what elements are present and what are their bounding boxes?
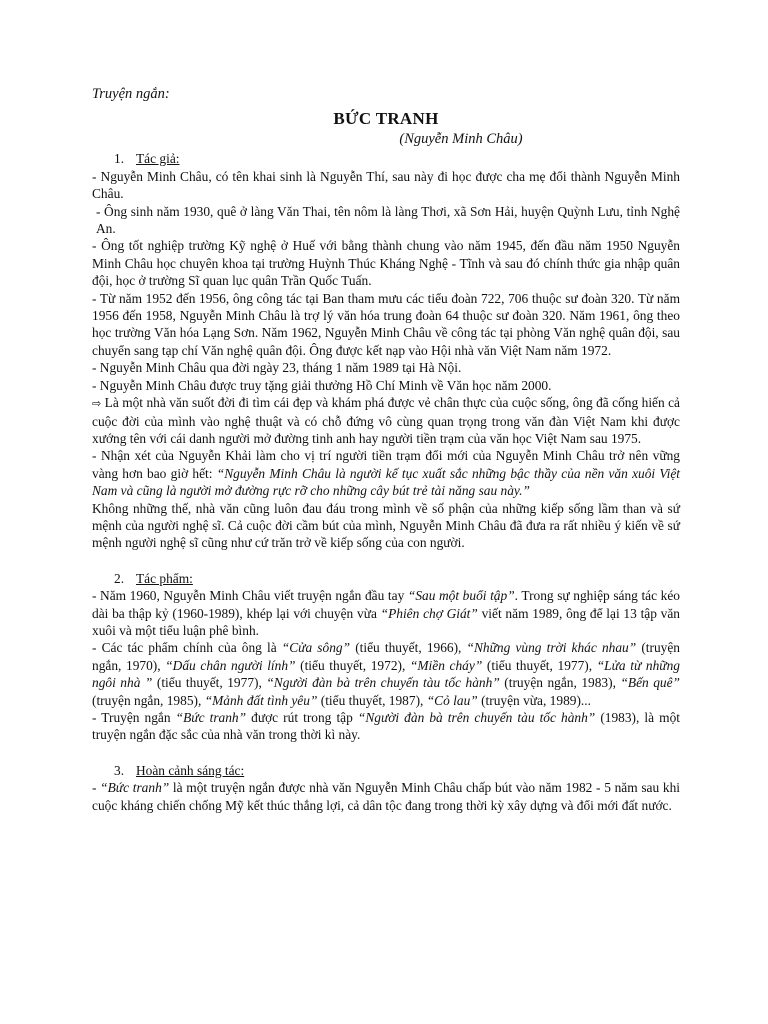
work-title: “Dấu chân người lính”: [165, 657, 296, 673]
paragraph: - Ông sinh năm 1930, quê ở làng Văn Thai, tên nôm là làng Thơi, xã Sơn Hải, huyện Quỳnh Lưu, tỉnh Nghệ An.: [96, 203, 680, 237]
section-number: 2.: [114, 570, 125, 586]
paragraph-text: (truyện ngắn, 1970),: [92, 640, 680, 673]
paragraph-text: (truyện ngắn, 1985),: [92, 692, 205, 708]
quote-text: “Nguyễn Minh Châu là người kế tục xuất sắc những bậc thầy của nền văn xuôi Việt Nam và cũng là người mở đường rực rỡ cho những cây bút trẻ tài năng sau này.”: [92, 465, 680, 499]
section-label: Hoàn cảnh sáng tác:: [136, 762, 245, 778]
paragraph-text: (tiểu thuyết, 1966),: [350, 640, 467, 656]
work-title: “Cửa sông”: [281, 640, 351, 656]
paragraph: Không những thế, nhà văn cũng luôn đau đáu trong mình về số phận của những kiếp sống lầm than và sứ mệnh của người nghệ sĩ. Cả cuộc đời cầm bút của mình, Nguyễn Minh Châu đã đưa ra rất nhiều ý kiến về sứ mệnh người nghệ sĩ cũng như cứ trăn trở về kiếp sống của con người.: [92, 500, 680, 551]
paragraph: [92, 709, 680, 744]
paragraph-text: - Truyện ngắn: [92, 710, 176, 725]
paragraph-text: viết năm 1989, ông để lại 13 tập văn xuôi và một tiểu luận phê bình.: [92, 605, 680, 638]
remark-paragraph: [92, 447, 680, 499]
paragraph-text: được rút trong tập: [246, 710, 358, 725]
paragraph-text: (truyện ngắn, 1983),: [499, 675, 621, 691]
section-heading-author: [92, 150, 680, 167]
work-title: “Người đàn bà trên chuyến tàu tốc hành”: [357, 710, 596, 725]
document-author: (Nguyễn Minh Châu): [399, 131, 523, 148]
spacer: [92, 744, 680, 761]
genre-label: Truyện ngắn:: [92, 86, 170, 102]
paragraph: - Ông tốt nghiệp trường Kỹ nghệ ở Huế với bằng thành chung vào năm 1945, đến đầu năm 1950 Nguyễn Minh Châu học chuyên khoa tại trường Huỳnh Thúc Kháng Nghệ - Tĩnh và sau đó chính thức gia nhập quân đội, học ở trường Sĩ quan lục quân Trần Quốc Tuấn.: [92, 238, 680, 289]
paragraph: [92, 587, 680, 639]
paragraph-text: Là một nhà văn suốt đời đi tìm cái đẹp và khám phá được vẻ chân thực của cuộc sống, ông đã cống hiến cả cuộc đời của mình vào nghệ thuật và có chỗ đứng vô cùng quan trọng trong văn đàn Việt Nam khi được xướng tên với cái danh người mở đường tinh anh hay người tiền trạm của văn học Việt Nam sau 1975.: [92, 395, 680, 446]
section-number: 3.: [114, 762, 125, 778]
paragraph-text: -: [92, 780, 101, 796]
paragraph-text: (tiểu thuyết, 1972),: [295, 657, 410, 673]
arrow-paragraph: [92, 394, 680, 447]
paragraph-text: (tiểu thuyết, 1987),: [317, 692, 427, 708]
work-title: “Bức tranh”: [100, 780, 170, 796]
section-heading-context: [92, 762, 680, 779]
work-title: “Người đàn bà trên chuyến tàu tốc hành”: [266, 675, 500, 691]
paragraph-text: - Các tác phẩm chính của ông là: [92, 640, 282, 656]
work-title: “Mảnh đất tình yêu”: [204, 692, 318, 708]
paragraph-text: (1983), là một truyện ngắn đặc sắc của nhà văn trong thời kì này.: [92, 710, 680, 743]
work-title: “Những vùng trời khác nhau”: [466, 640, 637, 656]
section-label: Tác phẩm:: [136, 570, 193, 586]
section-number: 1.: [114, 151, 125, 167]
document-body: [92, 86, 680, 814]
work-title: “Phiên chợ Giát”: [380, 605, 478, 621]
paragraph: [92, 639, 680, 709]
spacer: [92, 552, 680, 569]
document-title: BỨC TRANH: [333, 109, 439, 129]
paragraph: - Nguyễn Minh Châu được truy tặng giải thưởng Hồ Chí Minh về Văn học năm 2000.: [92, 377, 552, 393]
paragraph: [92, 779, 680, 814]
paragraph-text: (tiểu thuyết, 1977),: [152, 675, 267, 691]
arrow-icon: ⇨: [92, 397, 102, 411]
work-title: “Bến quê”: [620, 675, 680, 691]
paragraph-text: - Năm 1960, Nguyễn Minh Châu viết truyện ngắn đầu tay: [92, 588, 408, 604]
section-heading-works: [92, 570, 680, 587]
work-title: “Miền cháy”: [409, 657, 483, 673]
paragraph-text: (truyện vừa, 1989)...: [477, 692, 591, 708]
work-title: “Cỏ lau”: [426, 692, 478, 708]
work-title: “Sau một buổi tập”: [407, 588, 515, 604]
work-title: “Lửa từ những ngôi nhà ”: [92, 657, 680, 691]
section-label: Tác giả:: [136, 151, 180, 167]
paragraph: - Từ năm 1952 đến 1956, ông công tác tại Ban tham mưu các tiểu đoàn 722, 706 thuộc sư đoàn 320. Từ năm 1956 đến 1958, Nguyễn Minh Châu là trợ lý văn hóa trung đoàn 64 thuộc sư đoàn 320. Năm 1961, ông theo học trường Văn hóa Lạng Sơn. Năm 1962, Nguyễn Minh Châu về công tác tại phòng Văn nghệ quân đội, sau chuyển sang tạp chí Văn nghệ quân đội. Ông được kết nạp vào Hội nhà văn Việt Nam năm 1972.: [92, 290, 680, 358]
paragraph-text: - Nhận xét của Nguyễn Khải làm cho vị trí người tiền trạm đổi mới của Nguyễn Minh Châu trở nên vững vàng hơn bao giờ hết:: [92, 448, 680, 481]
work-title: “Bức tranh”: [175, 710, 247, 725]
paragraph-text: là một truyện ngắn được nhà văn Nguyễn Minh Châu chấp bút vào năm 1982 - 5 năm sau khi cuộc kháng chiến chống Mỹ kết thúc thắng lợi, cả dân tộc đang trong thời kỳ xây dựng và đổi mới đất nước.: [92, 780, 681, 813]
paragraph-text: (tiểu thuyết, 1977),: [482, 657, 597, 673]
paragraph: - Nguyễn Minh Châu qua đời ngày 23, tháng 1 năm 1989 tại Hà Nội.: [92, 360, 462, 376]
paragraph: - Nguyễn Minh Châu, có tên khai sinh là Nguyễn Thí, sau này đi học được cha mẹ đổi thành Nguyễn Minh Châu.: [92, 168, 680, 202]
paragraph-text: . Trong sự nghiệp sáng tác kéo dài ba thập kỷ (1960-1989), khép lại với chuyện vừa: [92, 588, 680, 621]
